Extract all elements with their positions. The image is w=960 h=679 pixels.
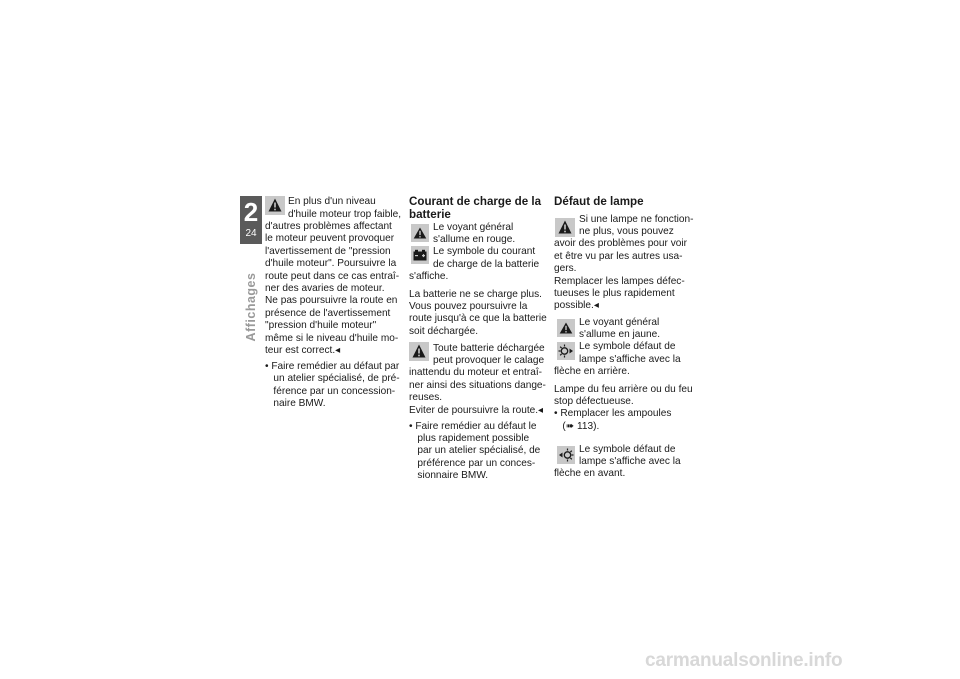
text-line: Lampe du feu arrière ou du feu: [554, 383, 693, 395]
text-line: s'allume en jaune.: [579, 328, 661, 340]
text-line: d'autres problèmes affectant: [265, 221, 392, 232]
bullet-line: • Faire remédier au défaut le: [409, 420, 537, 432]
text-line: Si une lampe ne fonction-: [579, 213, 694, 225]
section-label-text: Affichages: [244, 272, 258, 342]
text-line: reuses.: [409, 392, 443, 404]
text-line: "pression d'huile moteur": [265, 320, 377, 332]
warning-triangle-icon: [409, 342, 429, 361]
lamp-fault-rear-arrow-icon: [557, 342, 575, 360]
page-number: 24: [245, 228, 257, 239]
battery-icon: [411, 246, 429, 264]
bullet-line: • Remplacer les ampoules: [554, 408, 672, 420]
bullet-line: (➠ 113).: [554, 420, 600, 432]
text-line: stop défectueuse.: [554, 395, 634, 407]
text-line: Remplacer les lampes défec-: [554, 275, 685, 287]
text-line: tueuses le plus rapidement: [554, 287, 675, 299]
text-line: ner ainsi des situations dange-: [409, 379, 546, 391]
text-line: teur est correct.◂: [265, 345, 341, 356]
text-line: lampe s'affiche avec la: [579, 455, 681, 467]
text-line: route jusqu'à ce que la batterie: [409, 313, 547, 325]
text-line: s'allume en rouge.: [433, 233, 516, 245]
text-line: possible.◂: [554, 300, 599, 312]
bullet-line: • Faire remédier au défaut par: [265, 361, 400, 372]
text-line: et être vu par les autres usa-: [554, 250, 683, 262]
bullet-line: sionnaire BMW.: [409, 470, 489, 482]
text-line: gers.: [554, 263, 577, 275]
text-line: Eviter de poursuivre la route.◂: [409, 404, 544, 416]
section-heading: Courant de charge de la: [409, 195, 542, 208]
chapter-number: 2: [243, 197, 259, 227]
bullet-line: plus rapidement possible: [409, 432, 530, 444]
text-line: inattendu du moteur et entraî-: [409, 367, 542, 379]
text-line: Vous pouvez poursuivre la: [409, 300, 528, 312]
section-heading: batterie: [409, 207, 451, 221]
text-line: flèche en arrière.: [554, 366, 630, 378]
text-line: le moteur peuvent provoquer: [265, 233, 395, 245]
text-line: En plus d'un niveau: [288, 196, 376, 207]
text-line: ne plus, vous pouvez: [579, 225, 674, 237]
text-line: présence de l'avertissement: [265, 307, 391, 319]
bullet-line: par un atelier spécialisé, de: [409, 445, 541, 457]
text-line: l'avertissement de "pression: [265, 245, 391, 257]
general-warning-lamp-icon: [557, 319, 575, 337]
text-line: lampe s'affiche avec la: [579, 353, 681, 365]
text-line: Le voyant général: [579, 316, 660, 328]
watermark: carmanualsonline.info: [645, 650, 843, 671]
text-line: Le symbole du courant: [433, 246, 536, 258]
text-line: avoir des problèmes pour voir: [554, 238, 687, 250]
bullet-line: préférence par un conces-: [409, 457, 536, 469]
warning-triangle-icon: [555, 218, 575, 237]
text-line: Le voyant général: [433, 221, 514, 233]
section-side-label: [243, 262, 259, 352]
warning-triangle-icon: [265, 196, 285, 215]
text-line: de charge de la batterie: [433, 258, 540, 270]
text-line: Le symbole défaut de: [579, 443, 676, 455]
text-line: soit déchargée.: [409, 325, 479, 337]
text-line: La batterie ne se charge plus.: [409, 288, 542, 300]
chapter-tab: [240, 196, 262, 244]
general-warning-lamp-icon: [411, 224, 429, 242]
bullet-line: naire BMW.: [265, 398, 326, 410]
text-line: Le symbole défaut de: [579, 341, 676, 353]
lamp-fault-front-arrow-icon: [557, 446, 575, 464]
text-line: d'huile moteur trop faible,: [288, 208, 402, 220]
text-line: Ne pas poursuivre la route en: [265, 295, 398, 307]
text-line: Toute batterie déchargée: [433, 342, 545, 354]
text-line: route peut dans ce cas entraî-: [265, 270, 400, 282]
text-line: même si le niveau d'huile mo-: [265, 332, 399, 344]
text-line: flèche en avant.: [554, 468, 626, 480]
bullet-line: férence par un concession-: [265, 385, 396, 397]
text-line: s'affiche.: [409, 271, 449, 283]
text-line: ner des avaries de moteur.: [265, 283, 385, 294]
text-line: d'huile moteur". Poursuivre la: [265, 258, 397, 270]
bullet-line: un atelier spécialisé, de pré-: [265, 373, 400, 385]
section-heading: Défaut de lampe: [554, 195, 644, 208]
text-line: peut provoquer le calage: [433, 354, 545, 366]
